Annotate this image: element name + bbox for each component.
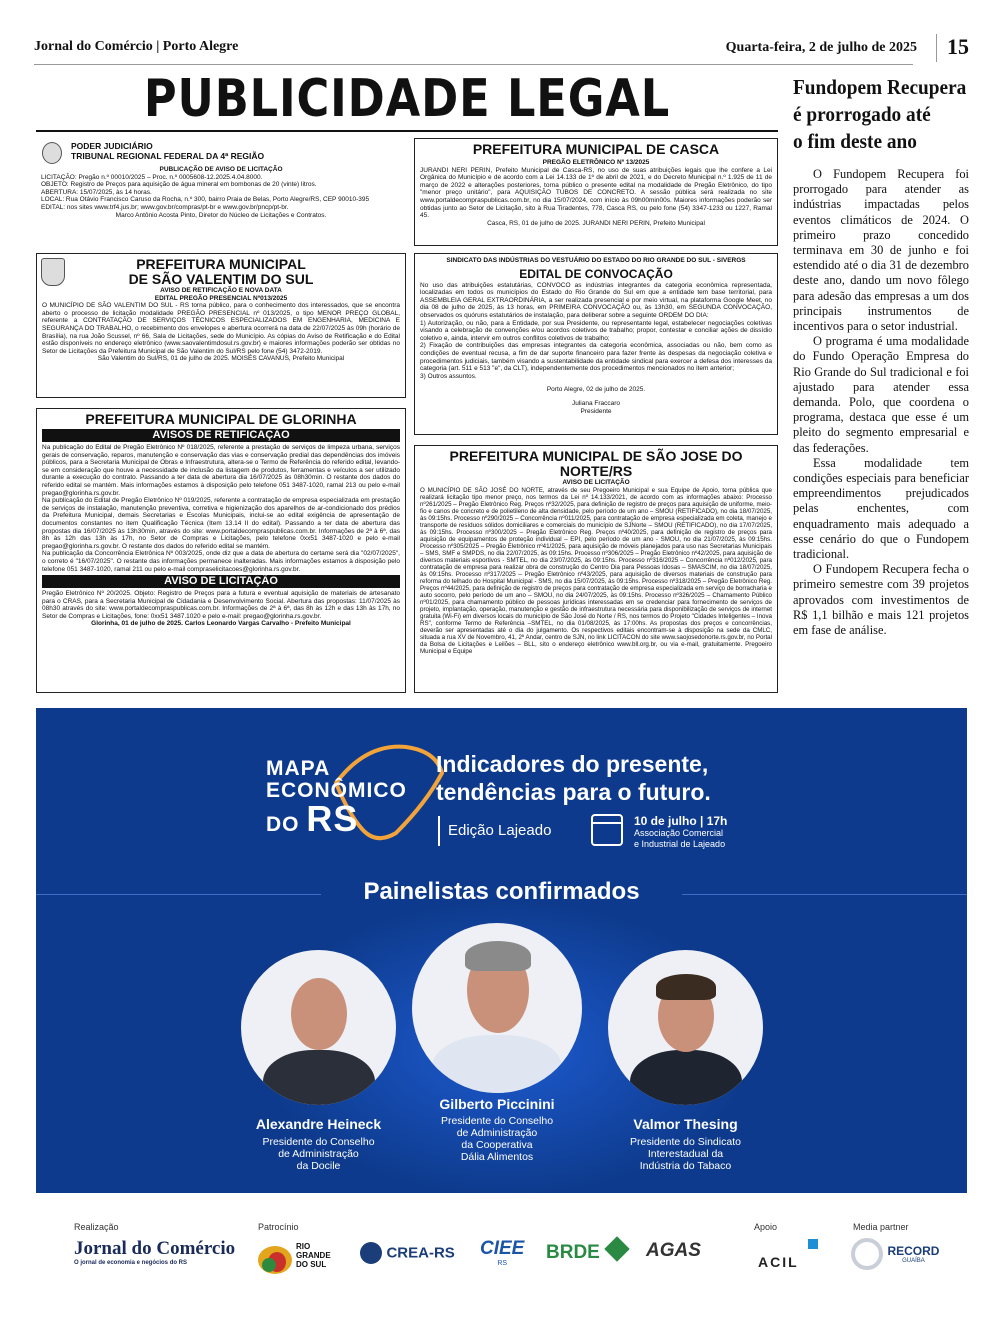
jc-logo-text: Jornal do Comércio <box>74 1238 236 1259</box>
crea-text: CREA-RS <box>386 1244 455 1262</box>
valentim-body: O MUNICÍPIO DE SÃO VALENTIM DO SUL - RS torna público, para o conhecimento dos interessados, que se encontra aberto o processo de licitação modalidade PREGÃO PRESENCIAL nº 013/2025, o tipo MENOR PREÇO GLOBAL, referente a CONTRATAÇÃO DE SERVIÇOS TÉCNICOS ESPECIALIZADOS EM ENGENHARIA, MEDICINA E SEGURANÇA DO TRABALHO, o recebimento dos envelopes e abertura ocorrerá na data de 22/07/2025 às 09h (horário de Brasília), na rua João Scussel, nº 66, Sala de Licitações, sede do Município. As cópias do Aviso de Retificação e do Edital estão disponíveis no endereço eletrônico (www.saovalentimdosul.rs.gov.br) e maiores informações poderão ser obtidas no Setor de Licitações da Prefeitura Municipal de São Valentim do Sul/RS pelo fone (54) 3472-2019. <box>42 302 400 355</box>
agas-text: AGAS <box>646 1240 701 1261</box>
jornal-do-comercio-logo <box>74 1238 235 1266</box>
notice-sivergs <box>414 253 778 435</box>
sivergs-title: EDITAL DE CONVOCAÇÃO <box>519 266 673 281</box>
record-guaiba-logo <box>851 1238 939 1270</box>
article-paragraph: O Fundopem Recupera foi prorrogado para atender as indústrias impactadas pelos eventos climáticos de 2024. O primeiro prazo concedido terminava em 30 de junho e foi estendido até o dia 31 de dezembro deste ano, dando um novo fôlego para adesão das empresas a um dos principais instrumentos de incentivos para o setor industrial. <box>793 167 969 334</box>
head-shape <box>291 978 347 1050</box>
panelist-name-3: Valmor Thesing <box>633 1116 738 1132</box>
role-line: Indústria do Tabaco <box>639 1160 732 1172</box>
acil-text: ACIL <box>758 1254 799 1270</box>
valentim-sign: São Valentim do Sul/RS, 01 de julho de 2025. MOISÉS CAVANUS, Prefeito Municipal <box>97 355 345 363</box>
agas-logo <box>646 1240 701 1262</box>
event-info <box>634 814 727 850</box>
article-headline-2: é prorrogado até <box>793 102 931 126</box>
trf4-line2: TRIBUNAL REGIONAL FEDERAL DA 4ª REGIÃO <box>71 151 265 161</box>
header-divider <box>34 64 913 65</box>
sivergs-item-1: 2) Fixação de contribuições das empresas integrantes da categoria econômica, associadas ou não, bem como as condições de eventual recusa, a fim de dar suporte financeiro para fazer frente às despesas da negociação coletiva e procedimentos judiciais, também visando a sustentabilidade da entidade sindical para exercer a defesa dos interesses da categoria (art. 511 e 513 "e", da CLT), independentemente dos procedimentos mencionados no item anterior; <box>420 342 772 373</box>
mapa-economico-logo <box>266 757 407 839</box>
role-line: da Docile <box>296 1160 341 1172</box>
brde-logo <box>546 1240 626 1264</box>
article-paragraph: Essa modalidade tem condições especiais para beneficiar empreendimentos prejudicados pelas enchentes, com enquadramento mais adequado a esse cenário do que o Fundopem tradicional. <box>793 455 969 562</box>
panelist-role-3 <box>593 1136 778 1172</box>
sivergs-signer: Juliana Fraccaro <box>571 399 621 407</box>
role-line: de Administração <box>278 1148 359 1160</box>
valentim-title-1: PREFEITURA MUNICIPAL <box>136 256 306 272</box>
calendar-icon <box>591 814 623 846</box>
newspaper-name: Jornal do Comércio | Porto Alegre <box>34 39 239 54</box>
rgs-text: DO SUL <box>296 1260 327 1269</box>
article-headline-1: Fundopem Recupera <box>793 75 967 99</box>
article-fundopem <box>793 74 969 638</box>
brde-text: BRDE <box>546 1242 600 1263</box>
trf4-body-0: LICITAÇÃO: Pregão n.º 00010/2025 – Proc. n.º 0005608-12.2025.4.04.8000. <box>41 173 263 181</box>
event-venue-1: Associação Comercial <box>634 828 724 838</box>
brde-arrow-icon <box>605 1236 630 1261</box>
notice-glorinha <box>36 408 406 693</box>
trf4-sign: Marco Antônio Acosta Pinto, Diretor do Núcleo de Licitações e Contratos. <box>115 211 327 219</box>
sjnorte-title: PREFEITURA MUNICIPAL DE SÃO JOSE DO NORTE/RS <box>449 448 743 479</box>
trf4-body-4: EDITAL: nos sites www.trf4.jus.br; www.gov.br/compras/pt-br e www.gov.br/pncp/pt-br. <box>41 203 289 211</box>
casca-title: PREFEITURA MUNICIPAL DE CASCA <box>472 141 720 157</box>
label-patrocinio: Patrocínio <box>258 1222 299 1232</box>
trf4-line1: PODER JUDICIÁRIO <box>71 141 153 151</box>
suit-shape <box>432 1035 562 1093</box>
ciee-logo <box>480 1238 524 1267</box>
record-circle-icon <box>851 1238 883 1270</box>
sjnorte-subtitle: AVISO DE LICITAÇÃO <box>562 479 630 486</box>
role-line: Presidente do Conselho <box>440 1115 554 1127</box>
hair-shape <box>656 974 716 1000</box>
brasao-icon <box>42 142 62 164</box>
acil-mark-icon <box>808 1239 818 1249</box>
glorinha-title: PREFEITURA MUNICIPAL DE GLORINHA <box>85 411 357 427</box>
role-line: de Administração <box>456 1127 538 1139</box>
valentim-title-2: DE SÃO VALENTIM DO SUL <box>128 271 314 287</box>
brasao-icon <box>41 258 65 286</box>
rs-word: RS <box>306 798 359 839</box>
crea-rs-logo <box>360 1242 455 1264</box>
panelist-name-1: Alexandre Heineck <box>255 1116 382 1132</box>
economico-word: ECONÔMICO <box>266 779 407 802</box>
ad-banner-mapa-economico <box>36 708 967 1193</box>
event-venue-2: e Industrial de Lajeado <box>634 839 726 849</box>
panelists-title: Painelistas confirmados <box>363 878 640 905</box>
glorinha-bar-retificacao: AVISOS DE RETIFICAÇÃO <box>42 429 400 442</box>
article-paragraph: O Fundopem Recupera fecha o primeiro semestre com 39 projetos aprovados com investimentos de R$ 1,1 bilhão e mais 121 projetos em fase de análise. <box>793 562 969 638</box>
sivergs-role: Presidente <box>580 407 612 415</box>
panelist-role-1 <box>226 1136 411 1172</box>
article-headline-3: o fim deste ano <box>793 129 917 153</box>
role-line: Presidente do Conselho <box>262 1136 375 1148</box>
trf4-body-1: OBJETO: Registro de Preços para aquisição de água mineral em bombonas de 20 (vinte) litros. <box>41 181 317 189</box>
glorinha-p3: Na publicação da Concorrência Eletrônica Nº 003/2025, onde diz que a data de abertura do certame será dia "02/07/2025", o correto é "16/07/2025". O restante das informações permanece inalteradas. Mais informações estamos à disposição pelo telefone 051 3487-1020, ramal 211 ou pelo e-mail compraselicitacoes@glorinha.rs.gov.br. <box>42 550 400 573</box>
role-line: da Cooperativa <box>461 1139 533 1151</box>
notice-trf4 <box>36 138 406 246</box>
role-line: Dália Alimentos <box>460 1151 534 1163</box>
jc-logo-sub: O jornal de economia e negócios do RS <box>74 1260 188 1266</box>
mapa-word: MAPA <box>266 757 331 780</box>
page-number: 15 <box>936 34 969 62</box>
sivergs-place: Porto Alegre, 02 de julho de 2025. <box>546 386 646 394</box>
role-line: Interestadual da <box>647 1148 724 1160</box>
rgs-shape-green <box>262 1258 276 1272</box>
sponsor-footer <box>36 1218 967 1308</box>
edition-label: Edição Lajeado <box>438 816 551 846</box>
notice-casca <box>414 138 778 246</box>
valentim-sub-2: EDITAL PREGÃO PRESENCIAL Nº013/2025 <box>154 294 288 302</box>
rio-grande-do-sul-logo <box>258 1238 331 1278</box>
notice-sao-valentim <box>36 253 406 398</box>
suit-shape <box>630 1050 742 1105</box>
casca-body: JURANDI NERI PERIN, Prefeito Municipal de Casca-RS, no uso de suas atribuições legais que lhe confere a Lei Orgânica do Município e de acordo com a Lei 14.133 de 1º de abril de 2021, e do Decreto Municipal n.º 1.925 de 11 de março de 2022 e alterações posteriores, torna público o presente edital na modalidade de Pregão Eletrônico, do tipo "menor preço unitário", para AQUISIÇÃO TUBOS DE CONCRETO. A sessão pública será realizada no site www.portaldecompraspublicas.com.br, no dia 15/07/2024, com início às 09h00min00s. Maiores informações poderão ser obtidas junto ao Setor de Licitação, sito à Rua Tiradentes, 778, Casca RS, ou pelo fone (54) 3347-1233 ou 1227, Ramal 45. <box>420 166 772 220</box>
record-sub: GUAÍBA <box>902 1258 925 1264</box>
role-line: Presidente do Sindicato <box>630 1136 741 1148</box>
sivergs-item-0: 1) Autorização, ou não, para a Entidade, por sua Presidente, ou representante legal, estabelecer negociações coletivas visando a celebração de convenções e/ou acordos coletivos de trabalho; propor, contestar e conciliar ações de dissídio coletivo e, ainda, intervir em outros conflitos coletivos de trabalho; <box>420 319 772 342</box>
panelist-photo-2 <box>412 923 582 1093</box>
ad-headline-1: Indicadores do presente, <box>436 751 709 777</box>
hair-shape <box>465 941 531 971</box>
glorinha-p1: Na publicação do Edital de Pregão Eletrônico Nº 018/2025, referente a prestação de serviços de limpeza urbana, serviços gerais de conservação, reparos, manutenção e conservação das vias e conservação predial das dependências dos imóveis públicos, para a Secretaria Municipal de Obras e Infraestrutura, altera-se o Termo de Referência do referido edital, levando-se em consideração que houve a necessidade de inclusão da listagem de produtos, ferramentas e veículos a ser utilizado durante a execução do contrato. Passando a ter data de abertura dia 16/07/2025 às 08h30min. O restante dos dados do referido edital se mantém. Mais informações estamos à disposição pelo telefone 051 3487-1020, ramal 213 ou pelo e-mail pregao@glorinha.rs.gov.br. <box>42 444 400 497</box>
section-title: PUBLICIDADE LEGAL <box>143 69 671 129</box>
panelist-photo-3 <box>608 950 763 1105</box>
title-rule <box>36 130 778 132</box>
acil-logo <box>758 1236 818 1270</box>
rgs-text: RIO <box>296 1242 311 1251</box>
ciee-sub: RS <box>497 1260 508 1267</box>
sjnorte-body: O MUNICÍPIO DE SÃO JOSÉ DO NORTE, através de seu Pregoeiro Municipal e sua Equipe de Apoio, torna pública que realizará licitação tipo menor preço, nos termos da Lei nº 14.133/2021, de acordo com as informações abaixo: Processo nº261/2025 – Pregão Eletrônico Reg. Preços nº32/2025, para definição de registro de preços para aquisição de uniforme, meio-fio e canos de concreto e de polietileno de alta densidade, pelo período de um ano – SMOU (RETIFICADO), no dia 18/07/2025, às 09:15hs. Processo nº290/2025 – Concorrência nº011/2025, para contratação de empresa especializada em coleta, manejo e transporte de resíduos sólidos domiciliares e comerciais do município de SJNorte – SMOU (RETIFICADO), no dia 17/07/2025, às 09:15hs. Processo nº300/2025 – Pregão Eletrônico Reg. Preços nº40/2025, para definição de registro de preços para aquisição de equipamentos de proteção individual – EPI, pelo período de um ano - SMOU, no dia 21/07/2025, às 09:15hs. Processo nº305/2025 – Pregão Eletrônico nº41/2025, para aquisição de móveis planejados para uso nas Secretarias Municipais – SMS, SMF e SMPDS, no dia 22/07/2025, às 09:15hs. Processo nº306/2025 – Pregão Eletrônico nº42/2025, para aquisição de diversos materiais esportivos - SMTEL, no dia 23/07/2025, às 09:15hs. Processo nº316/2025 – Concorrência nº012/2025, para contratação de empresa para realizar obra de construção do Centro Dia para Pessoas Idosas – SMASCIM, no dia 18/07/2025, às 09:15hs. Processo nº317/2025 – Pregão Eletrônico nº43/2025, para aquisição de diversos materiais de construção para reforma do telhado do Hospital Municipal - SMS, no dia 15/07/2025, às 09:15hs. Processo nº318/2025 – Pregão Eletrônico Reg. Preços nº44/2025, para definição de registro de preços para contratação de empresa especializada em serviço de borracharia e auto socorro, pelo período de um ano – SMOU, no dia 24/07/2025, às 09:15hs. Processo nº326/2025 – Chamamento Público nº01/2025, para chamamento público de pessoas jurídicas interessadas em se credenciar para fornecimento de serviços de projeto, implantação, operação, manutenção e gestão de infraestrutura necessária para disponibilização de serviços de internet gratuita (Wi-Fi) em diversos locais do município de São José do Norte / RS, nos termos do Projeto "Cidades Inteligentes – Inova RS", conforme Termo de Referência –SMTEL, no dia 01/08/2025, às 17:00hs. As propostas dos preços e concorrências, deverão ser apresentadas até o dia do julgamento. Os respectivos editais encontram-se à disposição na sede da CMLC, situada a rua XV de Novembro, 41, 2º Andar, centro de SJN, no link LICITACON do site www.saojosedonorte.rs.gov.br, no Portal da Bolsa de Licitações e Leilões – BLL, sito o endereço eletrônico www.bll.org.br, ou via e-mail, gratuitamente. Pregoeiro Municipal e Equipe <box>420 486 772 655</box>
sivergs-body: No uso das atribuições estatutárias, CONVOCO as indústrias integrantes da categoria econômica representada, localizadas em todos os municípios do Estado do Rio Grande do Sul em que a entidade tem base territorial, para ASSEMBLEIA GERAL EXTRAORDINÁRIA, a ser realizada presencial e por meio virtual, na plataforma Google Meet, no dia 08 de julho de 2025, às 13 horas, em PRIMEIRA CONVOCAÇÃO ou, às 13h30, em SEGUNDA CONVOCAÇÃO, observados os quóruns estatutários de instalação, para deliberar sobre a seguinte ORDEM DO DIA: <box>420 281 772 319</box>
label-media-partner: Media partner <box>853 1222 909 1232</box>
ad-headline-2: tendências para o futuro. <box>436 779 711 805</box>
article-paragraph: O programa é uma modalidade do Fundo Operação Empresa do Rio Grande do Sul tradicional e foi ajustado para atender essa demanda. Polo, que coordena o programa, destaca que esse é um pleito do segmento empresarial e das federações. <box>793 334 969 455</box>
casca-sign: Casca, RS, 01 de julho de 2025. JURANDI NERI PERIN, Prefeito Municipal <box>487 219 705 227</box>
trf4-subtitle: PUBLICAÇÃO DE AVISO DE LICITAÇÃO <box>159 166 283 173</box>
rgs-text: GRANDE <box>296 1251 331 1260</box>
sivergs-head: SINDICATO DAS INDÚSTRIAS DO VESTUÁRIO DO ESTADO DO RIO GRANDE DO SUL - SIVERGS <box>446 257 746 264</box>
issue-date: Quarta-feira, 2 de julho de 2025 <box>725 40 917 55</box>
ciee-text: CIEE <box>480 1238 525 1259</box>
ad-headline <box>436 750 711 806</box>
panelist-photo-1 <box>241 950 396 1105</box>
label-apoio: Apoio <box>754 1222 778 1232</box>
sivergs-item-2: 3) Outros assuntos. <box>420 372 477 380</box>
event-date: 10 de julho | 17h <box>634 814 728 828</box>
trf4-body-3: LOCAL: Rua Otávio Francisco Caruso da Rocha, n.º 300, bairro Praia de Belas, Porto Alegre/RS, CEP 90010-395 <box>41 196 370 204</box>
notice-sao-jose-norte <box>414 445 778 693</box>
panelist-role-2 <box>404 1115 590 1163</box>
suit-shape <box>263 1050 375 1105</box>
page-header <box>34 34 969 64</box>
glorinha-p2: Na publicação do Edital de Pregão Eletrônico Nº 019/2025, referente a contratação de empresa especializada em prestação de serviços de instalação, manutenção preventiva, corretiva e higienização dos aparelhos de ar-condicionado dos prédios da Prefeitura Municipal, demais Secretarias e Escolas Municipais, inclui-se ao edital exigência de apresentação de documentos constantes no item Qualificação Técnica (Item 13.14 II do edital). Passando a ter data de abertura das propostas dia 16/07/2025 às 13h30min, através do site: www.portaldecompraspublicas.com.br. Informações de 2ª à 6ª, das 8h às 12h das 13h às 17h, no Setor de Compras e Licitações, pelo telefone 0xx51 3487-1020 e pelo e-mail pregao@glorinha.rs.gov.br. O restante dos dados do referido edital se mantém. <box>42 497 400 550</box>
glorinha-bar-licitacao: AVISO DE LICITAÇÃO <box>42 575 400 588</box>
trf4-body-2: ABERTURA: 15/07/2025, às 14 horas. <box>41 188 152 196</box>
glorinha-p4: Pregão Eletrônico Nº 20/2025. Objeto: Registro de Preços para a futura e eventual aquisição de materiais de artesanato para o CRAS, para a Secretaria Municipal de Cidadania e Desenvolvimento Social. Abertura das propostas: 11/07/2025 às 08h30 através do site: www.portaldecompraspublicas.com.br. Informações de 2ª à 6ª, das 8h às 12h e das 13h às 17h, no Setor de Compras e Licitações, fone: 0xx51 3487.1020 e pelo e-mail: pregao@glorinha.rs.gov.br. <box>42 590 400 620</box>
record-text: RECORD <box>887 1244 940 1258</box>
valentim-sub-1: AVISO DE RETIFICAÇÃO E NOVA DATA <box>160 287 282 294</box>
crea-seal-icon <box>360 1242 382 1264</box>
glorinha-sign: Glorinha, 01 de julho de 2025. Carlos Leonardo Vargas Carvalho - Prefeito Municipal <box>91 620 351 628</box>
panelist-name-2: Gilberto Piccinini <box>439 1096 555 1112</box>
do-word: DO <box>266 813 300 836</box>
label-realizacao: Realização <box>74 1222 119 1232</box>
casca-subtitle: PREGÃO ELETRÔNICO Nº 13/2025 <box>542 159 650 166</box>
